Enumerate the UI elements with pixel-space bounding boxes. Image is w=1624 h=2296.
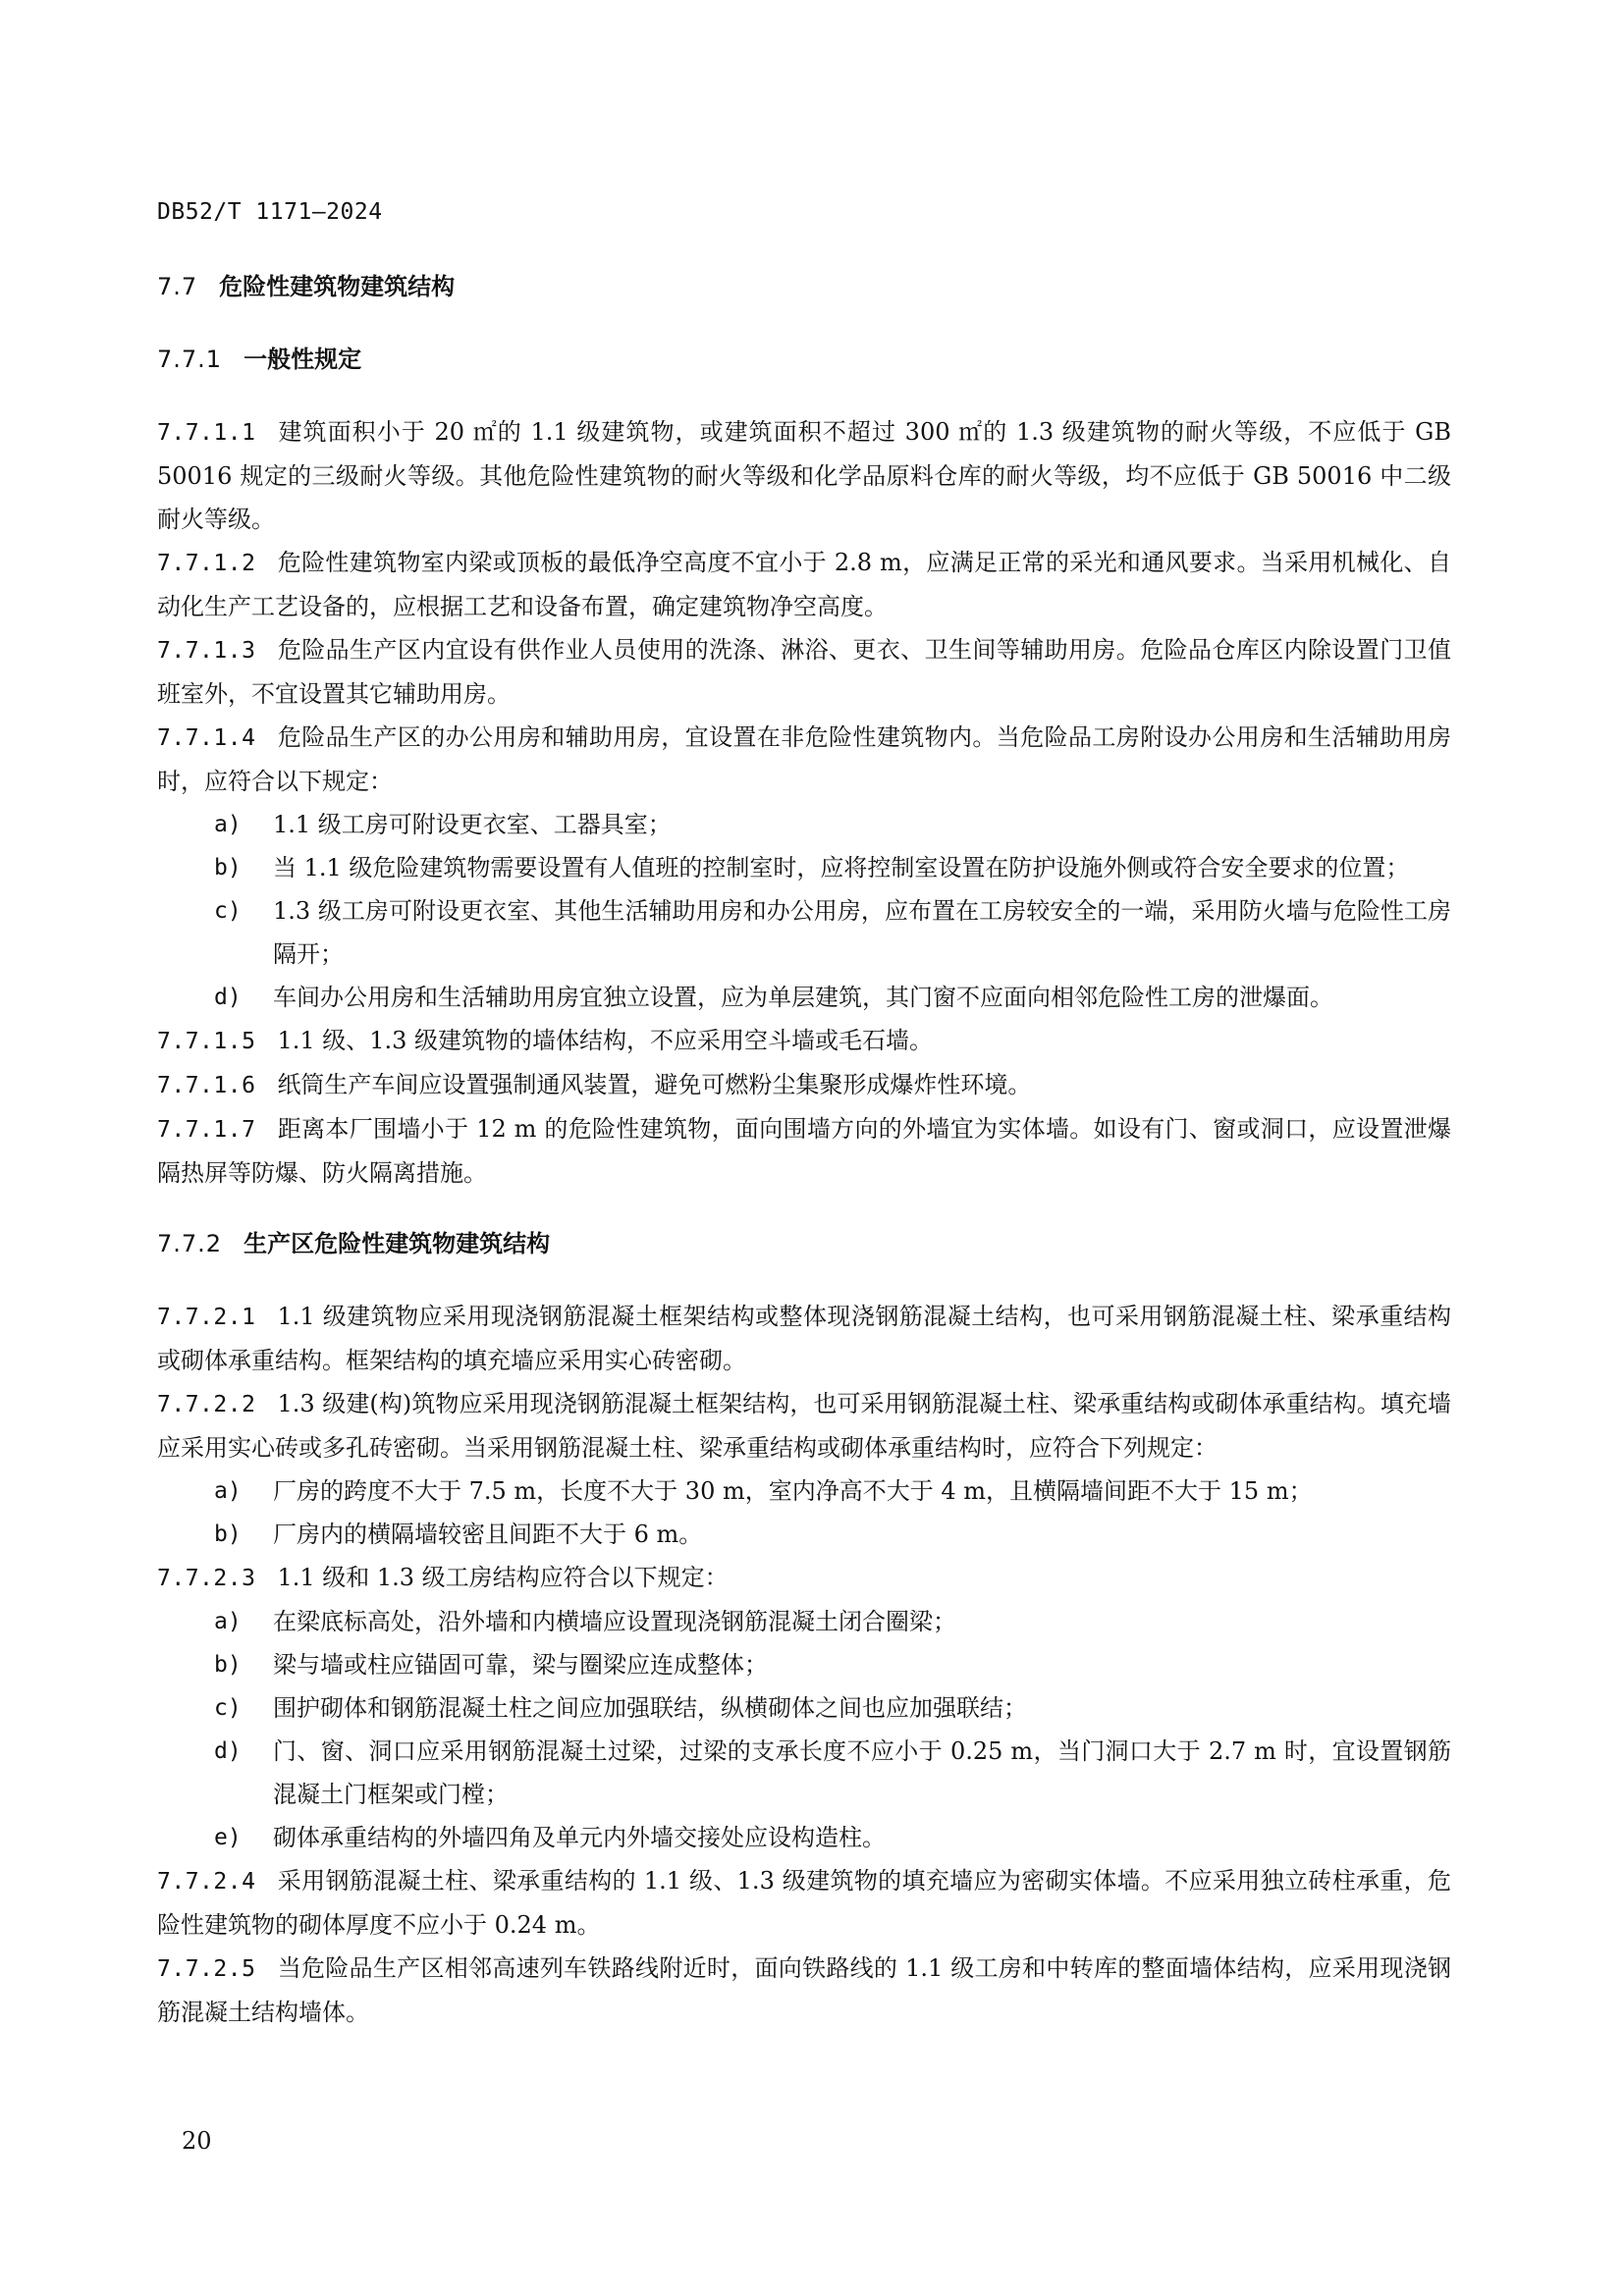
- page-number: 20: [182, 2127, 212, 2155]
- list-label: c): [214, 898, 242, 924]
- clause-text: 危险品生产区内宜设有供作业人员使用的洗涤、淋浴、更衣、卫生间等辅助用房。危险品仓库区内除设置门卫值班室外，不宜设置其它辅助用房。: [157, 636, 1451, 708]
- clause-number: 7.7.2.5: [157, 1956, 256, 1982]
- list-item: [157, 1513, 1451, 1556]
- clause-7-7-1-7: [157, 1107, 1451, 1195]
- clause-7-7-2-2: [157, 1382, 1451, 1469]
- list-label: c): [214, 1695, 242, 1721]
- list-label: b): [214, 855, 242, 881]
- list-text: 围护砌体和钢筋混凝土柱之间应加强联结，纵横砌体之间也应加强联结；: [273, 1694, 1027, 1722]
- clause-text: 当危险品生产区相邻高速列车铁路线附近时，面向铁路线的 1.1 级工房和中转库的整面墙体结构，应采用现浇钢筋混凝土结构墙体。: [157, 1954, 1451, 2026]
- list-label: a): [214, 1478, 242, 1504]
- clause-number: 7.7.1.1: [157, 420, 256, 446]
- list-item: [157, 976, 1451, 1019]
- section-title: 一般性规定: [244, 346, 362, 373]
- clause-7-7-2-1: [157, 1295, 1451, 1382]
- clause-7-7-1-1: [157, 410, 1451, 541]
- list-label: e): [214, 1825, 242, 1850]
- clause-number: 7.7.1.5: [157, 1029, 256, 1054]
- list-label: a): [214, 812, 242, 837]
- list-label: a): [214, 1609, 242, 1634]
- clause-7-7-1-6: [157, 1063, 1451, 1107]
- clause-7-7-2-3: [157, 1556, 1451, 1600]
- list-item: [157, 1816, 1451, 1859]
- clause-number: 7.7.2.1: [157, 1305, 256, 1330]
- section-heading-7-7-2: [157, 1222, 1451, 1265]
- clause-number: 7.7.2.3: [157, 1566, 256, 1591]
- list-text: 门、窗、洞口应采用钢筋混凝土过梁，过梁的支承长度不应小于 0.25 m，当门洞口大于 2.7 m 时，宜设置钢筋混凝土门框架或门樘；: [273, 1737, 1451, 1808]
- clause-number: 7.7.1.4: [157, 725, 256, 751]
- clause-7-7-2-5: [157, 1947, 1451, 2034]
- clause-text: 1.1 级和 1.3 级工房结构应符合以下规定：: [277, 1564, 729, 1591]
- list-label: b): [214, 1522, 242, 1547]
- clause-text: 1.3 级建(构)筑物应采用现浇钢筋混凝土框架结构，也可采用钢筋混凝土柱、梁承重结构或砌体承重结构。填充墙应采用实心砖或多孔砖密砌。当采用钢筋混凝土柱、梁承重结构或砌体承重结构时，应符合下列规定：: [157, 1390, 1451, 1462]
- clause-7-7-1-4: [157, 716, 1451, 803]
- clause-text: 距离本厂围墙小于 12 m 的危险性建筑物，面向围墙方向的外墙宜为实体墙。如设有门、窗或洞口，应设置泄爆隔热屏等防爆、防火隔离措施。: [157, 1115, 1451, 1187]
- clause-text: 纸筒生产车间应设置强制通风装置，避免可燃粉尘集聚形成爆炸性环境。: [277, 1071, 1032, 1098]
- list-text: 在梁底标高处，沿外墙和内横墙应设置现浇钢筋混凝土闭合圈梁；: [273, 1608, 956, 1635]
- list-item: [157, 889, 1451, 976]
- clause-number: 7.7.2.4: [157, 1869, 256, 1895]
- section-number: 7.7.1: [157, 346, 223, 373]
- section-heading-7-7: [157, 265, 1451, 308]
- list-text: 1.1 级工房可附设更衣室、工器具室；: [273, 811, 672, 838]
- clause-text: 采用钢筋混凝土柱、梁承重结构的 1.1 级、1.3 级建筑物的填充墙应为密砌实体墙。不应采用独立砖柱承重，危险性建筑物的砌体厚度不应小于 0.24 m。: [157, 1867, 1451, 1939]
- list-text: 当 1.1 级危险建筑物需要设置有人值班的控制室时，应将控制室设置在防护设施外侧或符合安全要求的位置；: [273, 854, 1410, 881]
- list-text: 厂房内的横隔墙较密且间距不大于 6 m。: [273, 1521, 703, 1548]
- list-label: d): [214, 1738, 242, 1764]
- clause-7-7-1-5: [157, 1019, 1451, 1063]
- clause-text: 建筑面积小于 20 ㎡的 1.1 级建筑物，或建筑面积不超过 300 ㎡的 1.3 级建筑物的耐火等级，不应低于 GB 50016 规定的三级耐火等级。其他危险性建筑物的耐火等级和化学品原料仓库的耐火等级，均不应低于 GB 50016 中二级耐火等级。: [157, 418, 1451, 533]
- section-title: 危险性建筑物建筑结构: [219, 273, 456, 300]
- clause-text: 危险品生产区的办公用房和辅助用房，宜设置在非危险性建筑物内。当危险品工房附设办公用房和生活辅助用房时，应符合以下规定：: [157, 723, 1451, 795]
- clause-text: 1.1 级建筑物应采用现浇钢筋混凝土框架结构或整体现浇钢筋混凝土结构，也可采用钢筋混凝土柱、梁承重结构或砌体承重结构。框架结构的填充墙应采用实心砖密砌。: [157, 1303, 1451, 1374]
- list-item: [157, 1600, 1451, 1643]
- list-item: [157, 1686, 1451, 1730]
- clause-7-7-1-3: [157, 628, 1451, 716]
- clause-7-7-1-2: [157, 541, 1451, 628]
- clause-number: 7.7.2.2: [157, 1392, 256, 1417]
- list-text: 1.3 级工房可附设更衣室、其他生活辅助用房和办公用房，应布置在工房较安全的一端，采用防火墙与危险性工房隔开；: [273, 897, 1451, 968]
- section-heading-7-7-1: [157, 338, 1451, 381]
- section-title: 生产区危险性建筑物建筑结构: [244, 1230, 551, 1257]
- clause-text: 1.1 级、1.3 级建筑物的墙体结构，不应采用空斗墙或毛石墙。: [277, 1027, 934, 1054]
- list-item: [157, 803, 1451, 846]
- document-code: DB52/T 1171—2024: [157, 199, 383, 225]
- section-number: 7.7.2: [157, 1230, 223, 1257]
- clause-text: 危险性建筑物室内梁或顶板的最低净空高度不宜小于 2.8 m，应满足正常的采光和通风要求。当采用机械化、自动化生产工艺设备的，应根据工艺和设备布置，确定建筑物净空高度。: [157, 549, 1451, 620]
- page-content: [157, 265, 1451, 2034]
- section-number: 7.7: [157, 273, 198, 300]
- clause-number: 7.7.1.6: [157, 1073, 256, 1098]
- list-text: 砌体承重结构的外墙四角及单元内外墙交接处应设构造柱。: [273, 1824, 886, 1851]
- list-item: [157, 846, 1451, 889]
- clause-number: 7.7.1.3: [157, 638, 256, 664]
- clause-number: 7.7.1.7: [157, 1117, 256, 1143]
- list-item: [157, 1643, 1451, 1686]
- list-text: 车间办公用房和生活辅助用房宜独立设置，应为单层建筑，其门窗不应面向相邻危险性工房的泄爆面。: [273, 984, 1333, 1011]
- list-text: 厂房的跨度不大于 7.5 m，长度不大于 30 m，室内净高不大于 4 m，且横隔墙间距不大于 15 m；: [273, 1477, 1313, 1505]
- list-text: 梁与墙或柱应锚固可靠，梁与圈梁应连成整体；: [273, 1651, 768, 1679]
- list-label: b): [214, 1652, 242, 1678]
- list-item: [157, 1730, 1451, 1816]
- clause-7-7-2-4: [157, 1859, 1451, 1947]
- clause-number: 7.7.1.2: [157, 551, 256, 576]
- list-label: d): [214, 985, 242, 1010]
- list-item: [157, 1469, 1451, 1513]
